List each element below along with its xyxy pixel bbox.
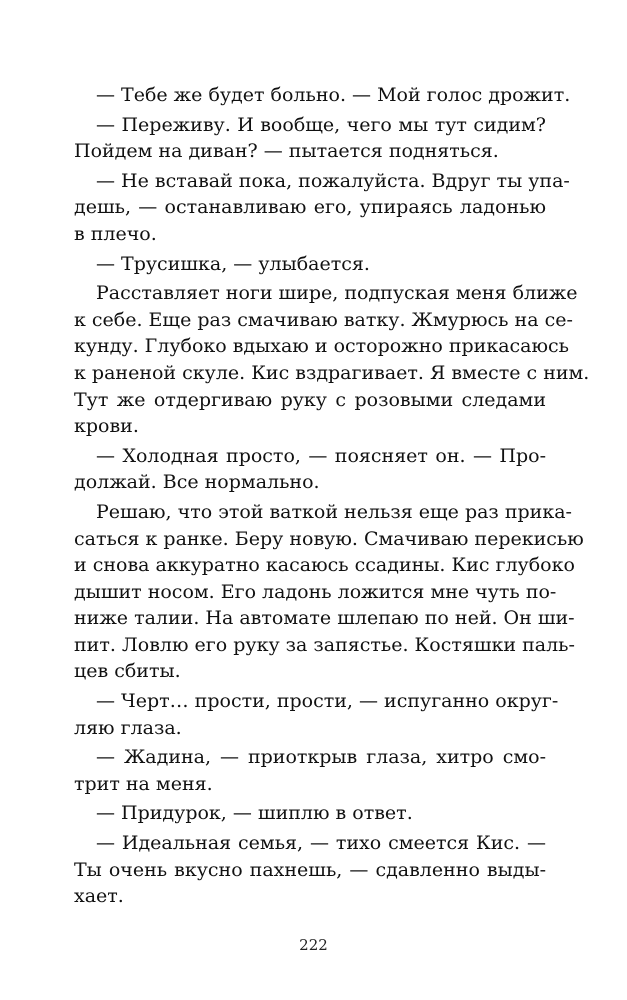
text-line: и снова аккуратно касаюсь ссадины. Кис глубоко [74,554,575,577]
text-line: ниже талии. На автомате шлепаю по ней. Он ши- [74,607,575,630]
text-line: должай. Все нормально. [74,471,320,494]
text-line: Пойдем на диван? — пытается подняться. [74,140,499,163]
text-line: — Черт… прости, прости, — испуганно округ- [96,690,559,713]
page-number: 222 [299,936,328,954]
text-line: крови. [74,415,139,438]
text-line: хает. [74,885,124,908]
text-line: — Не вставай пока, пожалуйста. Вдруг ты упа- [96,169,570,192]
text-line: кунду. Глубоко вдыхаю и осторожно прикасаюсь [74,335,570,358]
text-line: трит на меня. [74,772,213,795]
book-page-text [74,82,590,910]
text-line: к себе. Еще раз смачиваю ватку. Жмурюсь на се- [74,308,573,331]
text-line: Ты очень вкусно пахнешь, — сдавленно выды- [74,858,546,881]
text-line: пит. Ловлю его руку за запястье. Костяшки паль- [74,633,575,656]
text-line: к раненой скуле. Кис вздрагивает. Я вместе с ним. [74,361,590,384]
text-line: — Придурок, — шиплю в ответ. [96,802,413,825]
text-line: — Трусишка, — улыбается. [96,252,370,275]
text-line: ляю глаза. [74,716,182,739]
text-line: — Жадина, — приоткрыв глаза, хитро смо- [96,746,546,769]
text-line: цев сбиты. [74,660,181,683]
text-line: в плечо. [74,222,157,245]
text-line: — Тебе же будет больно. — Мой голос дрожит. [96,84,571,106]
text-line: — Холодная просто, — поясняет он. — Про- [96,444,546,467]
text-line: — Идеальная семья, — тихо смеется Кис. — [96,832,546,855]
text-line: Расставляет ноги шире, подпуская меня ближе [96,282,578,305]
text-line: дышит носом. Его ладонь ложится мне чуть по- [74,580,557,603]
text-line: дешь, — останавливаю его, упираясь ладонью [74,196,546,219]
text-line: Решаю, что этой ваткой нельзя еще раз прика- [96,500,572,523]
text-line: Тут же отдергиваю руку с розовыми следами [74,388,546,411]
text-line: — Переживу. И вообще, чего мы тут сидим? [96,113,546,136]
text-line: саться к ранке. Беру новую. Смачиваю перекисью [74,527,584,550]
